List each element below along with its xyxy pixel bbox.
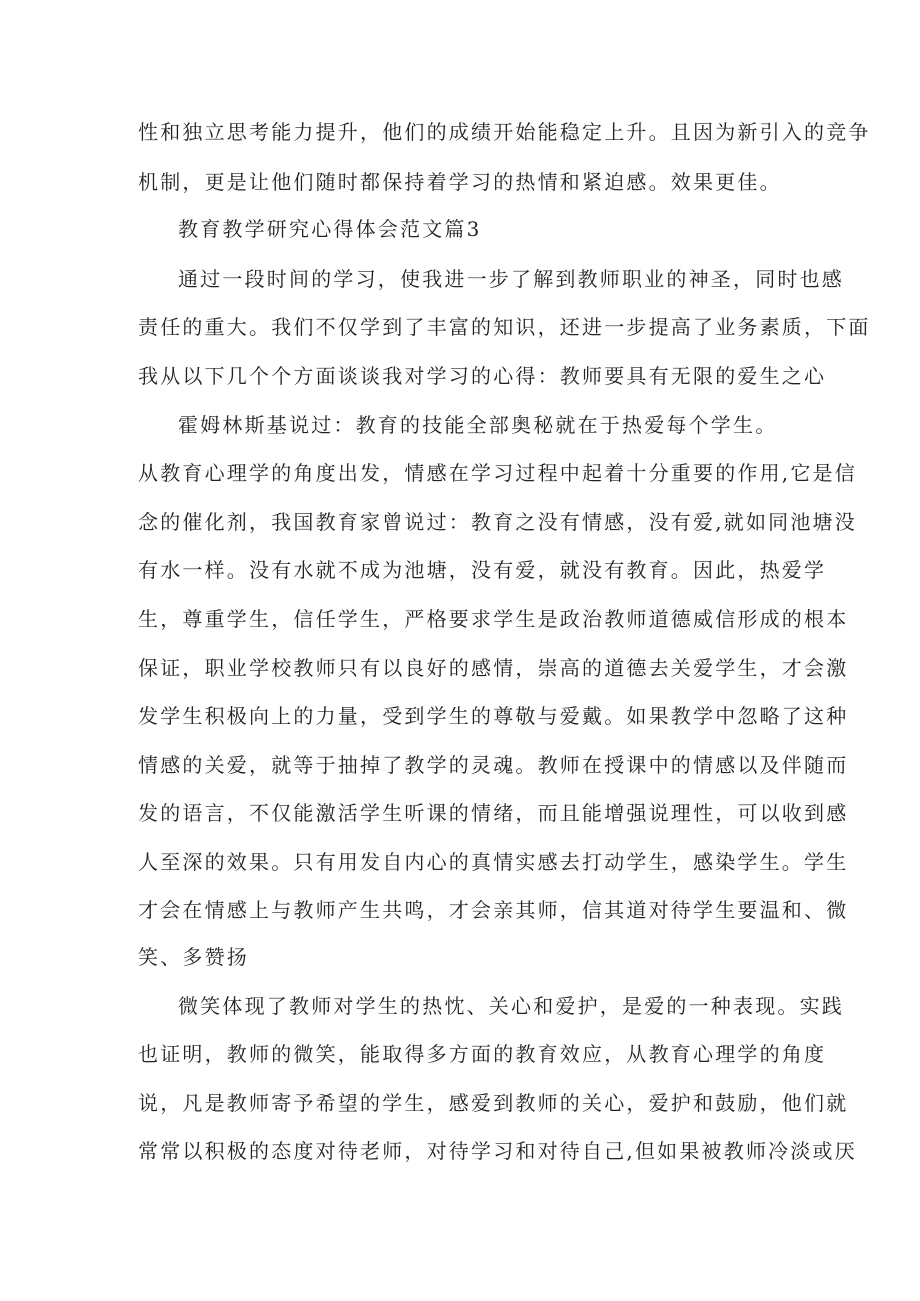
text-line: 说，凡是教师寄予希望的学生，感爱到教师的关心，爱护和鼓励，他们就: [138, 1091, 849, 1115]
text-line: 念的催化剂，我国教育家曾说过：教育之没有情感，没有爱,就如同池塘没: [138, 510, 857, 534]
text-line: 发的语言，不仅能激活学生听课的情绪，而且能增强说理性，可以收到感: [138, 801, 849, 825]
text-line: 也证明，教师的微笑，能取得多方面的教育效应，从教育心理学的角度: [138, 1042, 827, 1066]
text-line: 我从以下几个个方面谈谈我对学习的心得：教师要具有无限的爱生之心: [138, 364, 827, 388]
text-line: 从教育心理学的角度出发，情感在学习过程中起着十分重要的作用,它是信: [138, 461, 857, 485]
text-line: 性和独立思考能力提升，他们的成绩开始能稳定上升。且因为新引入的竞争: [138, 120, 871, 144]
text-line: 常常以积极的态度对待老师，对待学习和对待自己,但如果被教师冷淡或厌: [138, 1139, 857, 1163]
text-line: 微笑体现了教师对学生的热忱、关心和爱护，是爱的一种表现。实践: [178, 994, 844, 1018]
text-line: 霍姆林斯基说过：教育的技能全部奥秘就在于热爱每个学生。: [178, 413, 778, 437]
text-line: 保证，职业学校教师只有以良好的感情，崇高的道德去关爱学生，才会激: [138, 656, 849, 680]
section-heading: 教育教学研究心得体会范文篇3: [178, 217, 482, 241]
text-line: 责任的重大。我们不仅学到了丰富的知识，还进一步提高了业务素质，下面: [138, 315, 871, 339]
text-line: 人至深的效果。只有用发自内心的真情实感去打动学生，感染学生。学生: [138, 850, 849, 874]
text-line: 笑、多赞扬: [138, 945, 249, 969]
text-line: 发学生积极向上的力量，受到学生的尊敬与爱戴。如果教学中忽略了这种: [138, 704, 849, 728]
text-line: 机制，更是让他们随时都保持着学习的热情和紧迫感。效果更佳。: [138, 170, 782, 194]
text-line: 情感的关爱，就等于抽掉了教学的灵魂。教师在授课中的情感以及伴随而: [138, 753, 849, 777]
text-line: 有水一样。没有水就不成为池塘，没有爱，就没有教育。因此，热爱学: [138, 558, 827, 582]
text-line: 通过一段时间的学习，使我进一步了解到教师职业的神圣，同时也感: [178, 267, 844, 291]
text-line: 才会在情感上与教师产生共鸣，才会亲其师，信其道对待学生要温和、微: [138, 898, 849, 922]
text-line: 生，尊重学生，信任学生，严格要求学生是政治教师道德威信形成的根本: [138, 607, 849, 631]
